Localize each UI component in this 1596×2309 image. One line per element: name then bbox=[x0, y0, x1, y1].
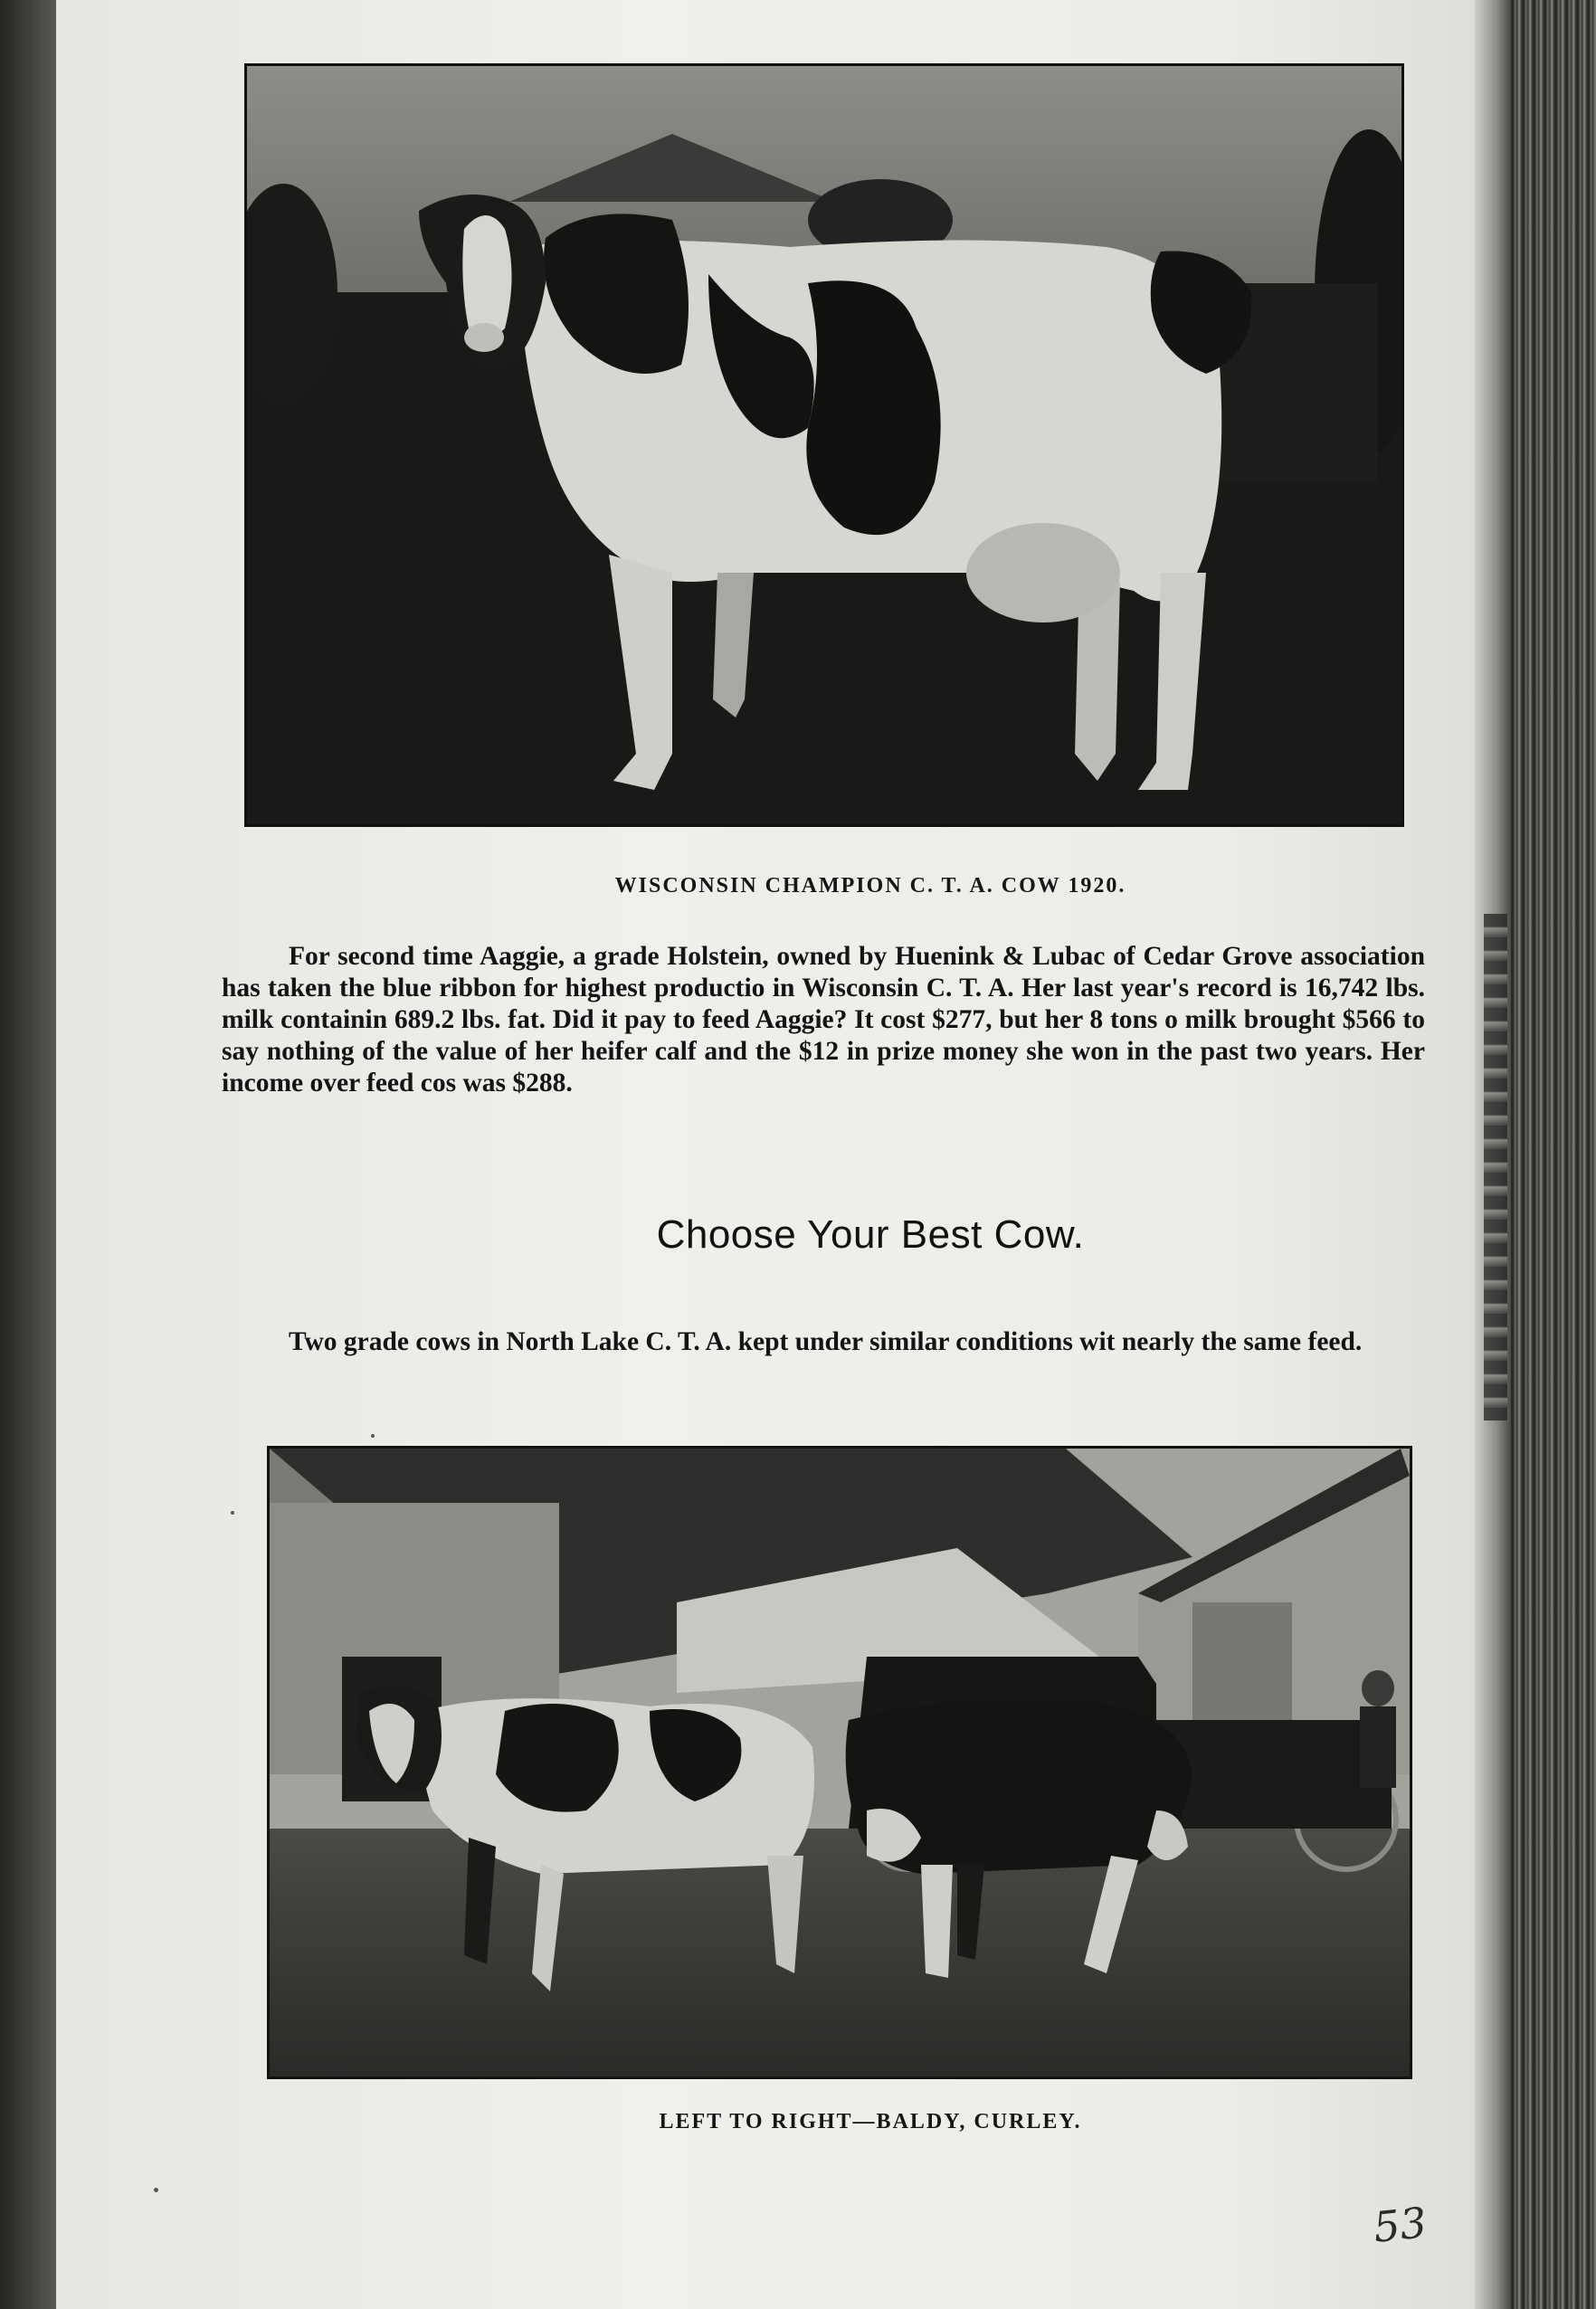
scan-speck bbox=[371, 1434, 375, 1438]
scan-left-margin bbox=[0, 0, 56, 2309]
champion-cow-photo bbox=[244, 63, 1404, 827]
champion-cow-image bbox=[247, 66, 1401, 824]
scan-speck bbox=[154, 2188, 158, 2192]
book-page-edges bbox=[1511, 0, 1596, 2309]
photo-1-caption: WISCONSIN CHAMPION C. T. A. COW 1920. bbox=[614, 874, 1126, 898]
photo-2-caption: LEFT TO RIGHT—BALDY, CURLEY. bbox=[659, 2110, 1082, 2133]
aaggie-paragraph: For second time Aaggie, a grade Holstein, owned by Huenink & Lubac of Cedar Grove association has taken the blue ribbon for highest productio in Wisconsin C. T. A. Her last year's record is 16,742 lbs. milk containin 689.2 lbs. fat. Did it pay to feed Aaggie? It cost $277, but her 8 tons o milk brought $566 to say nothing of the value of her heifer calf and the $12 in prize money she won in the past two years. Her income over feed cos was $288. bbox=[222, 942, 1425, 1097]
section-heading: Choose Your Best Cow. bbox=[656, 1212, 1085, 1257]
baldy-curley-image bbox=[270, 1449, 1410, 2076]
page-number: 53 bbox=[1371, 2198, 1430, 2252]
scan-speck bbox=[231, 1511, 234, 1515]
baldy-curley-photo bbox=[267, 1446, 1412, 2079]
north-lake-paragraph: Two grade cows in North Lake C. T. A. kept under similar conditions wit nearly the same feed. bbox=[289, 1327, 1363, 1356]
spine-stamp bbox=[1484, 914, 1507, 1421]
